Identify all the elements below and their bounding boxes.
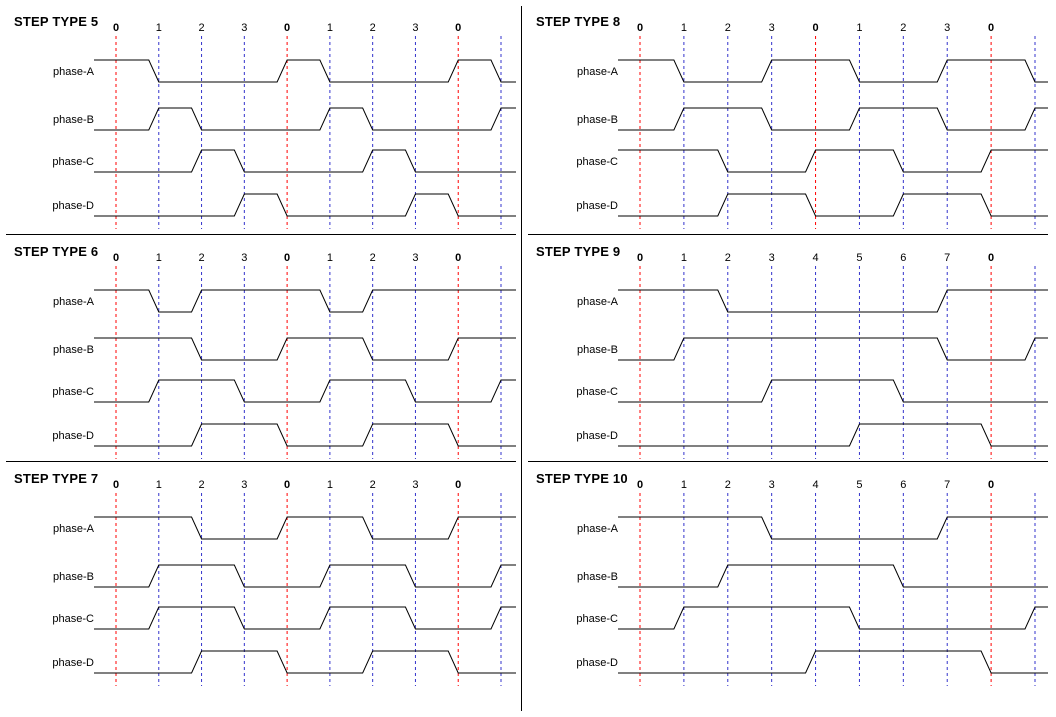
tick-label: 2 (198, 252, 205, 264)
tick-label: 0 (284, 22, 291, 34)
tick-label: 1 (155, 479, 162, 491)
tick-label: 2 (724, 22, 731, 34)
tick-label: 3 (412, 479, 419, 491)
waveform-phase-C (618, 150, 1048, 172)
waveform-phase-D (94, 194, 516, 216)
tick-label: 1 (680, 479, 687, 491)
row-label-phase-D: phase-D (52, 657, 94, 669)
tick-label: 6 (900, 479, 907, 491)
tick-label: 0 (455, 22, 462, 34)
waveform-phase-C (94, 150, 516, 172)
row-label-phase-C: phase-C (576, 156, 618, 168)
tick-label: 1 (856, 22, 863, 34)
tick-label: 0 (455, 479, 462, 491)
tick-label: 0 (636, 22, 644, 34)
tick-label: 3 (241, 252, 248, 264)
tick-label: 2 (369, 479, 376, 491)
row-label-phase-B: phase-B (577, 344, 618, 356)
panel-title-step-type-8: STEP TYPE 8 (536, 14, 621, 29)
tick-label: 3 (768, 479, 775, 491)
waveform-phase-A (618, 60, 1048, 82)
waveform-phase-B (94, 338, 516, 360)
tick-label: 0 (284, 252, 291, 264)
waveform-phase-C (94, 607, 516, 629)
tick-label: 3 (768, 22, 775, 34)
tick-label: 0 (112, 479, 120, 491)
row-label-phase-C: phase-C (576, 613, 618, 625)
timing-diagram-step-type-5 (6, 20, 516, 235)
tick-label: 0 (284, 479, 291, 491)
tick-label: 2 (369, 252, 376, 264)
panel-title-step-type-6: STEP TYPE 6 (14, 244, 99, 259)
row-label-phase-A: phase-A (577, 296, 618, 308)
row-label-phase-C: phase-C (52, 386, 94, 398)
tick-label: 7 (944, 252, 951, 264)
row-label-phase-A: phase-A (577, 66, 618, 78)
row-label-phase-B: phase-B (53, 344, 94, 356)
row-label-phase-D: phase-D (52, 200, 94, 212)
vertical-divider (521, 6, 522, 711)
tick-label: 0 (988, 22, 995, 34)
waveform-phase-B (618, 565, 1048, 587)
panel-step-type-7 (6, 467, 516, 692)
tick-label: 6 (900, 252, 907, 264)
tick-label: 1 (326, 479, 333, 491)
row-label-phase-C: phase-C (52, 613, 94, 625)
tick-label: 0 (112, 252, 120, 264)
row-label-phase-D: phase-D (576, 657, 618, 669)
tick-label: 3 (241, 22, 248, 34)
tick-label: 3 (412, 252, 419, 264)
panel-step-type-9 (528, 240, 1048, 465)
tick-label: 4 (812, 479, 819, 491)
waveform-phase-C (618, 380, 1048, 402)
timing-diagram-step-type-6 (6, 250, 516, 465)
panel-title-step-type-10: STEP TYPE 10 (536, 471, 628, 486)
row-label-phase-A: phase-A (53, 66, 94, 78)
tick-label: 0 (112, 22, 120, 34)
tick-label: 4 (812, 252, 819, 264)
tick-label: 1 (326, 22, 333, 34)
timing-diagram-step-type-8 (528, 20, 1048, 235)
timing-diagram-step-type-9 (528, 250, 1048, 465)
tick-label: 1 (155, 22, 162, 34)
tick-label: 0 (455, 252, 462, 264)
tick-label: 2 (198, 479, 205, 491)
panel-step-type-6 (6, 240, 516, 465)
tick-label: 3 (768, 252, 775, 264)
timing-diagram-step-type-7 (6, 477, 516, 692)
tick-label: 3 (412, 22, 419, 34)
tick-label: 2 (198, 22, 205, 34)
panel-title-step-type-7: STEP TYPE 7 (14, 471, 99, 486)
waveform-phase-B (618, 338, 1048, 360)
tick-label: 0 (812, 22, 819, 34)
waveform-phase-B (94, 108, 516, 130)
tick-label: 7 (944, 479, 951, 491)
tick-label: 0 (988, 252, 995, 264)
tick-label: 3 (944, 22, 951, 34)
waveform-phase-A (618, 290, 1048, 312)
tick-label: 2 (369, 22, 376, 34)
waveform-phase-A (94, 60, 516, 82)
waveform-phase-C (618, 607, 1048, 629)
tick-label: 0 (636, 252, 644, 264)
row-label-phase-B: phase-B (577, 114, 618, 126)
waveform-phase-A (94, 290, 516, 312)
tick-label: 1 (680, 22, 687, 34)
waveform-phase-A (94, 517, 516, 539)
row-label-phase-C: phase-C (576, 386, 618, 398)
tick-label: 5 (856, 252, 863, 264)
tick-label: 5 (856, 479, 863, 491)
waveform-phase-D (94, 651, 516, 673)
row-label-phase-A: phase-A (577, 523, 618, 535)
waveform-phase-D (618, 424, 1048, 446)
panel-title-step-type-9: STEP TYPE 9 (536, 244, 621, 259)
tick-label: 2 (724, 479, 731, 491)
waveform-phase-D (618, 651, 1048, 673)
waveform-phase-A (618, 517, 1048, 539)
waveform-phase-D (618, 194, 1048, 216)
row-label-phase-A: phase-A (53, 523, 94, 535)
tick-label: 1 (155, 252, 162, 264)
tick-label: 1 (680, 252, 687, 264)
waveform-phase-B (618, 108, 1048, 130)
waveform-phase-C (94, 380, 516, 402)
row-label-phase-A: phase-A (53, 296, 94, 308)
row-label-phase-C: phase-C (52, 156, 94, 168)
tick-label: 1 (326, 252, 333, 264)
tick-label: 2 (724, 252, 731, 264)
tick-label: 0 (636, 479, 644, 491)
waveform-phase-B (94, 565, 516, 587)
timing-diagram-step-type-10 (528, 477, 1048, 692)
waveform-phase-D (94, 424, 516, 446)
row-label-phase-B: phase-B (53, 114, 94, 126)
row-label-phase-B: phase-B (577, 571, 618, 583)
row-label-phase-B: phase-B (53, 571, 94, 583)
row-label-phase-D: phase-D (576, 430, 618, 442)
row-label-phase-D: phase-D (576, 200, 618, 212)
tick-label: 0 (988, 479, 995, 491)
panel-title-step-type-5: STEP TYPE 5 (14, 14, 99, 29)
row-label-phase-D: phase-D (52, 430, 94, 442)
panel-step-type-5 (6, 10, 516, 235)
panel-step-type-10 (528, 467, 1048, 692)
tick-label: 2 (900, 22, 907, 34)
tick-label: 3 (241, 479, 248, 491)
panel-step-type-8 (528, 10, 1048, 235)
